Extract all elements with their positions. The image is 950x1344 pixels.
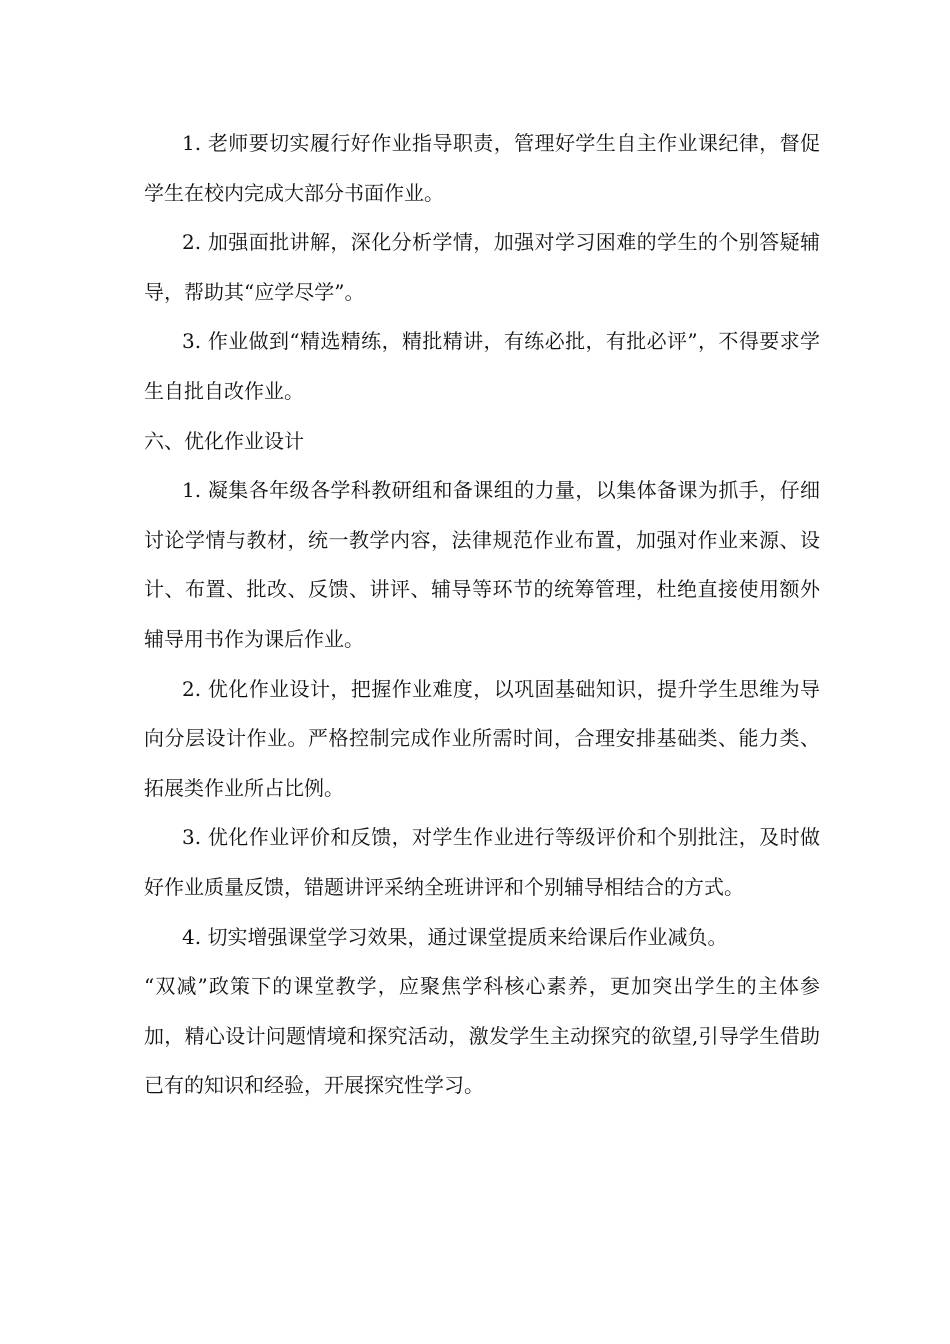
paragraph-4: 1. 凝集各年级各学科教研组和备课组的力量，以集体备课为抓手，仔细讨论学情与教材，统一教学内容，法律规范作业布置，加强对作业来源、设计、布置、批改、反馈、讲评、辅导等环节的统筹管理，杜绝直接使用额外辅导用书作为课后作业。 bbox=[144, 478, 820, 651]
document-body bbox=[144, 119, 820, 1111]
paragraph-2: 2. 加强面批讲解，深化分析学情，加强对学习困难的学生的个别答疑辅导，帮助其“应学尽学”。 bbox=[144, 230, 820, 304]
paragraph-6: 3. 优化作业评价和反馈，对学生作业进行等级评价和个别批注，及时做好作业质量反馈，错题讲评采纳全班讲评和个别辅导相结合的方式。 bbox=[144, 825, 820, 899]
paragraph-3: 3. 作业做到“精选精练，精批精讲，有练必批，有批必评”，不得要求学生自批自改作业。 bbox=[144, 329, 820, 403]
paragraph-5: 2. 优化作业设计，把握作业难度，以巩固基础知识，提升学生思维为导向分层设计作业。严格控制完成作业所需时间，合理安排基础类、能力类、拓展类作业所占比例。 bbox=[144, 676, 820, 800]
section-heading: 六、优化作业设计 bbox=[144, 428, 304, 453]
paragraph-8: “双减”政策下的课堂教学，应聚焦学科核心素养，更加突出学生的主体参加，精心设计问题情境和探究活动，激发学生主动探究的欲望,引导学生借助已有的知识和经验，开展探究性学习。 bbox=[144, 974, 820, 1098]
paragraph-7: 4. 切实增强课堂学习效果，通过课堂提质来给课后作业减负。 bbox=[182, 924, 728, 949]
paragraph-1: 1. 老师要切实履行好作业指导职责，管理好学生自主作业课纪律，督促学生在校内完成大部分书面作业。 bbox=[144, 131, 820, 205]
